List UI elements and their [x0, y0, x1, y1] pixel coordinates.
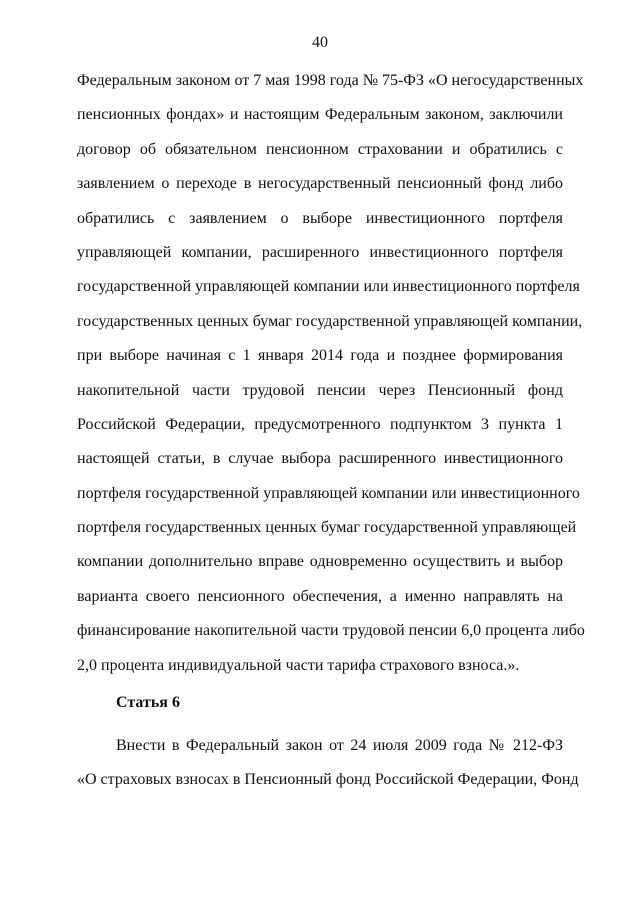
text-line: при выборе начиная с 1 января 2014 года и позднее формирования [77, 347, 563, 365]
text-line: настоящей статьи, в случае выбора расширенного инвестиционного [77, 450, 563, 468]
text-line: финансирование накопительной части трудовой пенсии 6,0 процента либо [77, 622, 585, 640]
text-line: договор об обязательном пенсионном страховании и обратились с [77, 140, 563, 158]
article-text [77, 729, 579, 798]
text-line: государственных ценных бумаг государственной управляющей компании, [77, 312, 583, 330]
text-line: обратились с заявлением о выборе инвестиционного портфеля [77, 209, 563, 227]
text-line: Российской Федерации, предусмотренного подпунктом 3 пункта 1 [77, 415, 563, 433]
text-line: портфеля государственной управляющей компании или инвестиционного [77, 484, 580, 502]
text-line: компании дополнительно вправе одновременно осуществить и выбор [77, 553, 563, 571]
text-line: накопительной части трудовой пенсии через Пенсионный фонд [77, 381, 563, 399]
article-heading: Статья 6 [116, 694, 180, 711]
text-line: портфеля государственных ценных бумаг государственной управляющей [77, 519, 577, 537]
text-line: пенсионных фондах» и настоящим Федеральным законом, заключили [77, 106, 563, 124]
paragraph-text [77, 64, 585, 683]
text-line: «О страховых взносах в Пенсионный фонд Российской Федерации, Фонд [77, 771, 579, 789]
text-line: заявлением о переходе в негосударственный пенсионный фонд либо [77, 175, 563, 193]
page-number: 40 [312, 34, 328, 51]
text-line: 2,0 процента индивидуальной части тарифа страхового взноса.». [77, 656, 520, 674]
text-line: государственной управляющей компании или инвестиционного портфеля [77, 278, 580, 296]
text-line: Федеральным законом от 7 мая 1998 года № 75-ФЗ «О негосударственных [77, 72, 584, 89]
text-line: управляющей компании, расширенного инвестиционного портфеля [77, 243, 563, 261]
text-line: Внести в Федеральный закон от 24 июля 2009 года № 212-ФЗ [116, 737, 563, 754]
text-line: варианта своего пенсионного обеспечения, а именно направлять на [77, 587, 563, 605]
